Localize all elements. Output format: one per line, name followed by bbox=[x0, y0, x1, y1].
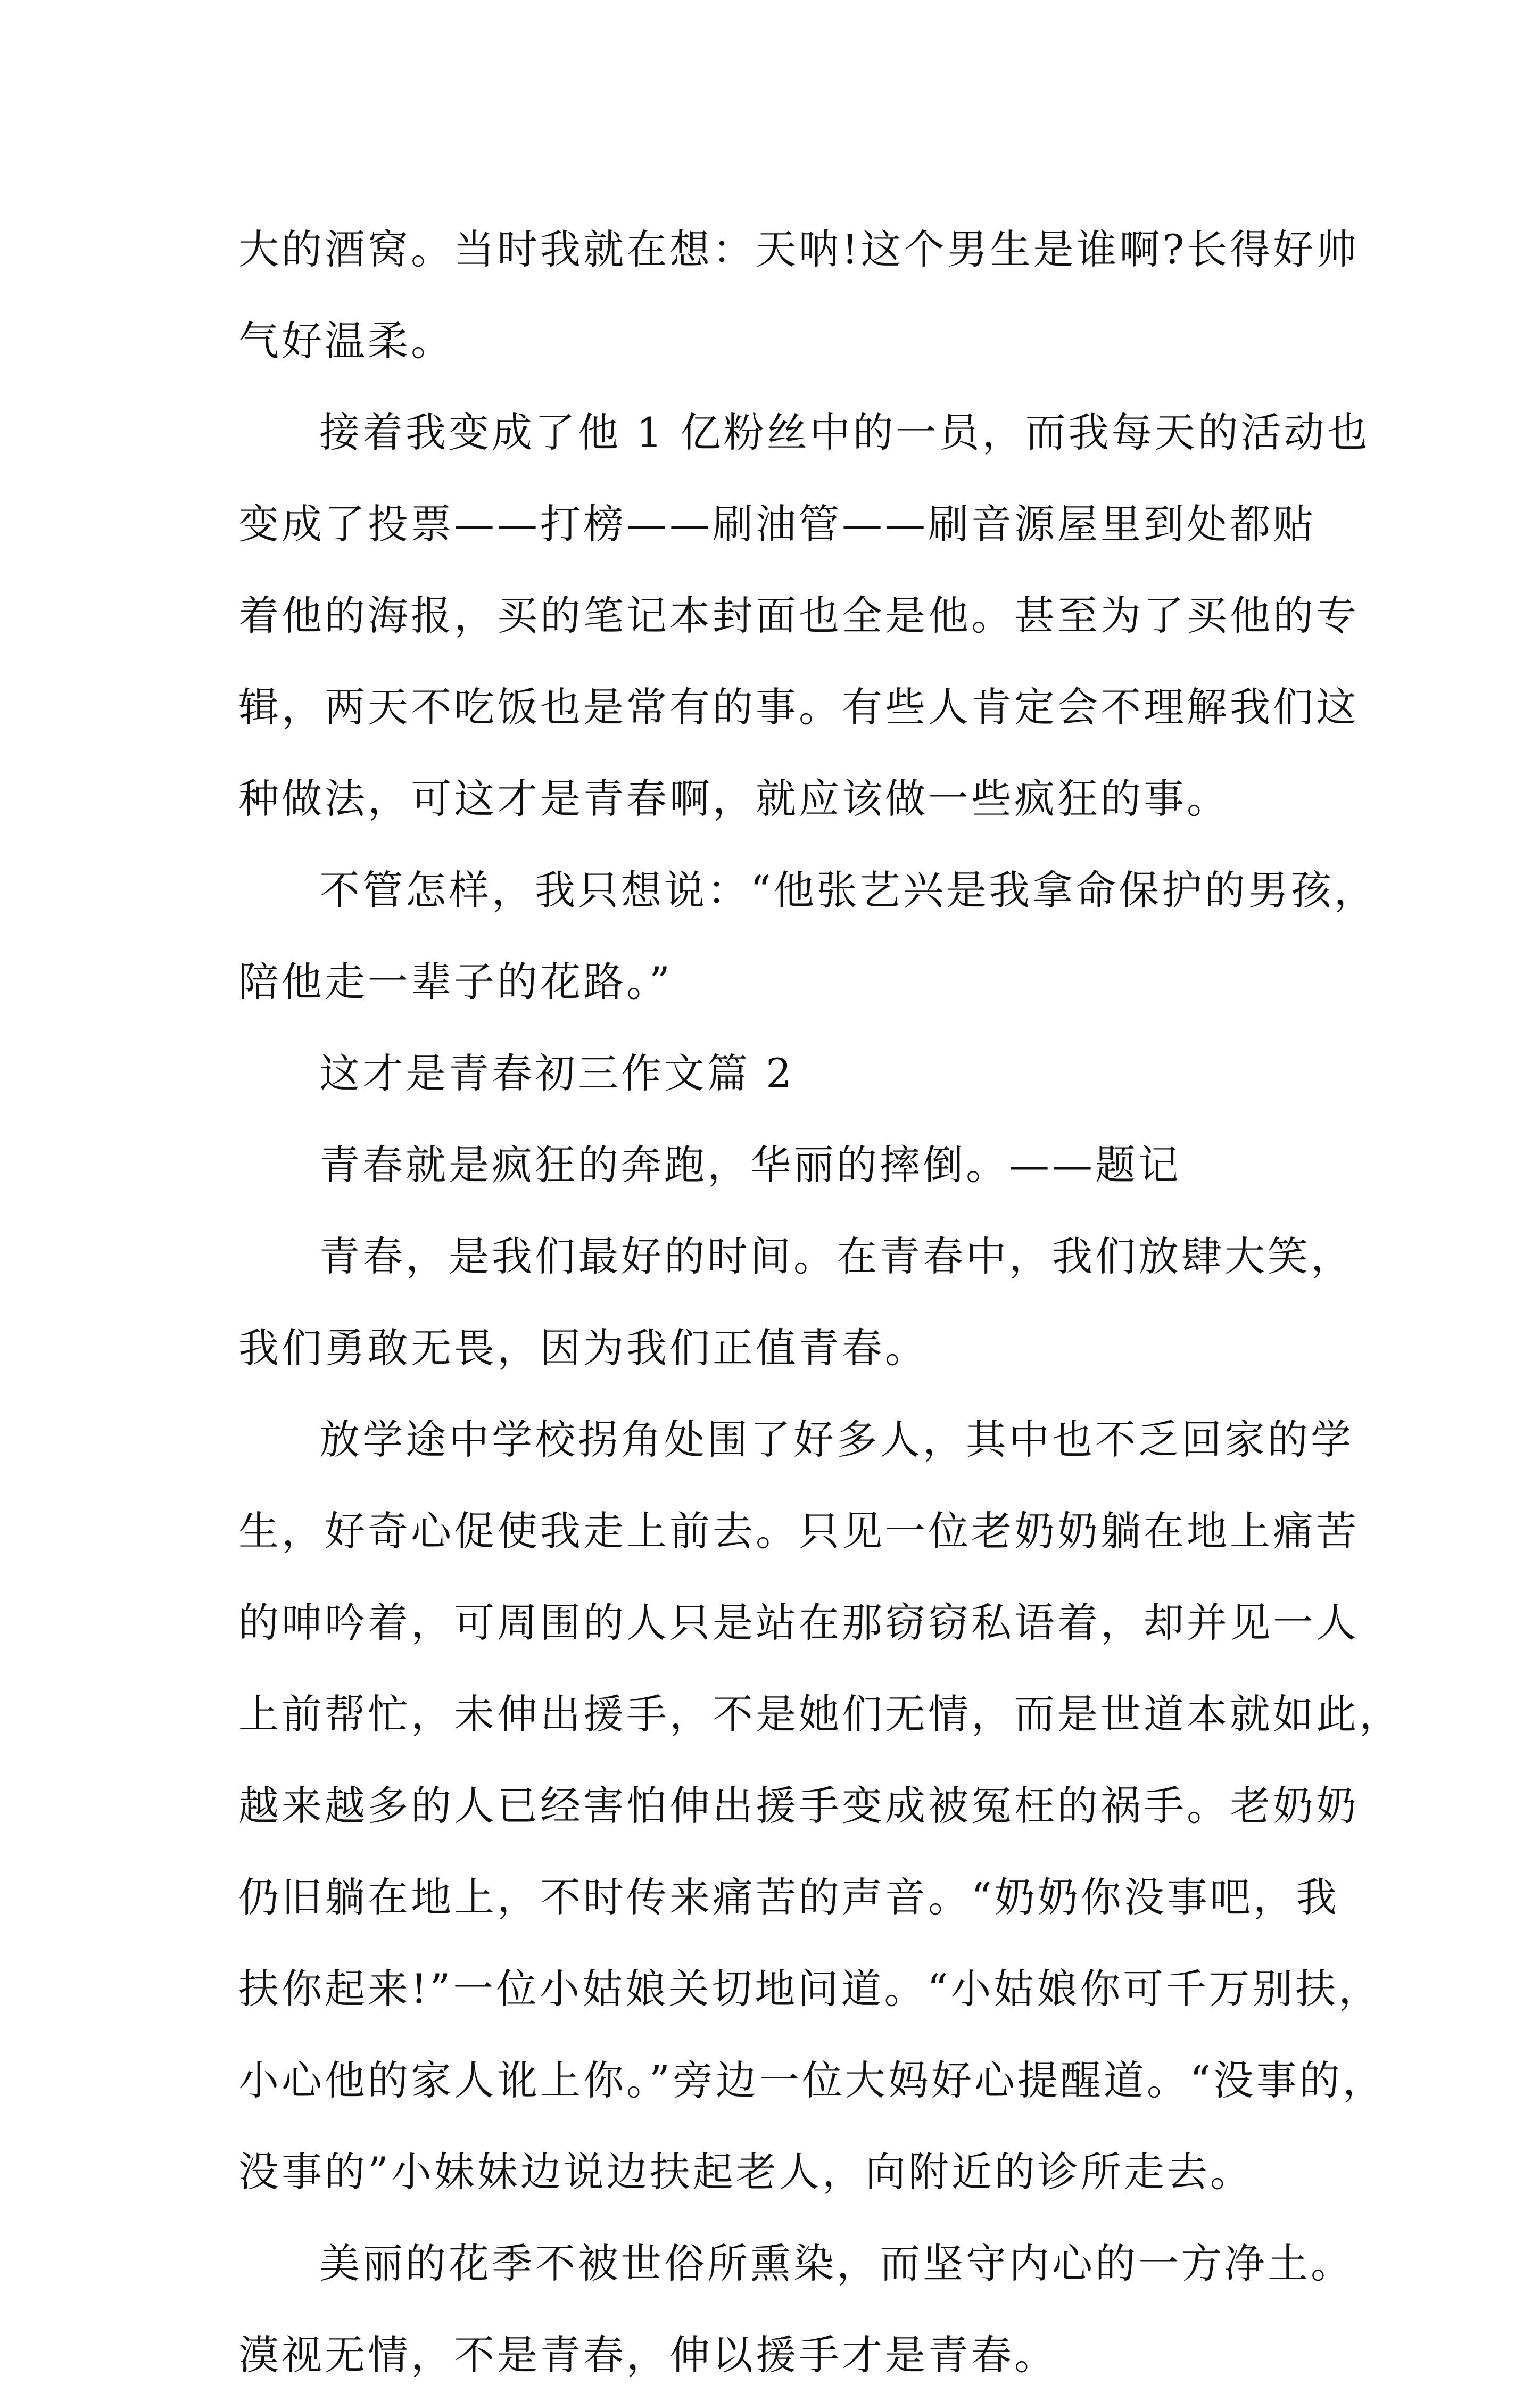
text-line: 小心他的家人讹上你。”旁边一位大妈好心提醒道。“没事的， bbox=[238, 2057, 1386, 2104]
text-line: 大的酒窝。当时我就在想：天呐!这个男生是谁啊?长得好帅 bbox=[238, 226, 1360, 273]
text-line: 放学途中学校拐角处围了好多人，其中也不乏回家的学 bbox=[319, 1416, 1354, 1463]
text-line: 没事的”小妹妹边说边扶起老人，向附近的诊所走去。 bbox=[238, 2148, 1253, 2196]
epigraph: 青春就是疯狂的奔跑，华丽的摔倒。——题记 bbox=[319, 1141, 1181, 1189]
text-line: 着他的海报，买的笔记本封面也全是他。甚至为了买他的专 bbox=[238, 592, 1359, 639]
text-line: 青春，是我们最好的时间。在青春中，我们放肆大笑， bbox=[319, 1233, 1354, 1280]
text-line: 扶你起来!”一位小姑娘关切地问道。“小姑娘你可千万别扶， bbox=[238, 1965, 1382, 2012]
text-line: 种做法，可这才是青春啊，就应该做一些疯狂的事。 bbox=[238, 775, 1230, 822]
text-line: 不管怎样，我只想说：“他张艺兴是我拿命保护的男孩， bbox=[319, 867, 1377, 914]
text-line: 漠视无情，不是青春，伸以援手才是青春。 bbox=[238, 2331, 1057, 2379]
text-line: 生，好奇心促使我走上前去。只见一位老奶奶躺在地上痛苦 bbox=[238, 1507, 1359, 1555]
text-line: 仍旧躺在地上，不时传来痛苦的声音。“奶奶你没事吧，我 bbox=[238, 1874, 1339, 1921]
document-body bbox=[238, 204, 1402, 2401]
text-line: 陪他走一辈子的花路。” bbox=[238, 958, 673, 1005]
text-line: 变成了投票——打榜——刷油管——刷音源屋里到处都贴 bbox=[238, 500, 1316, 548]
text-line: 辑，两天不吃饭也是常有的事。有些人肯定会不理解我们这 bbox=[238, 683, 1359, 731]
section-heading: 这才是青春初三作文篇 2 bbox=[319, 1050, 794, 1097]
text-line: 我们勇敢无畏，因为我们正值青春。 bbox=[238, 1324, 928, 1372]
text-line: 越来越多的人已经害怕伸出援手变成被冤枉的祸手。老奶奶 bbox=[238, 1782, 1359, 1829]
text-line: 上前帮忙，未伸出援手，不是她们无情，而是世道本就如此， bbox=[238, 1690, 1402, 1738]
text-line: 的呻吟着，可周围的人只是站在那窃窃私语着，却并见一人 bbox=[238, 1599, 1359, 1646]
text-line: 美丽的花季不被世俗所熏染，而坚守内心的一方净土。 bbox=[319, 2240, 1354, 2287]
text-line: 接着我变成了他 1 亿粉丝中的一员，而我每天的活动也 bbox=[319, 409, 1370, 456]
text-line: 气好温柔。 bbox=[238, 317, 454, 365]
